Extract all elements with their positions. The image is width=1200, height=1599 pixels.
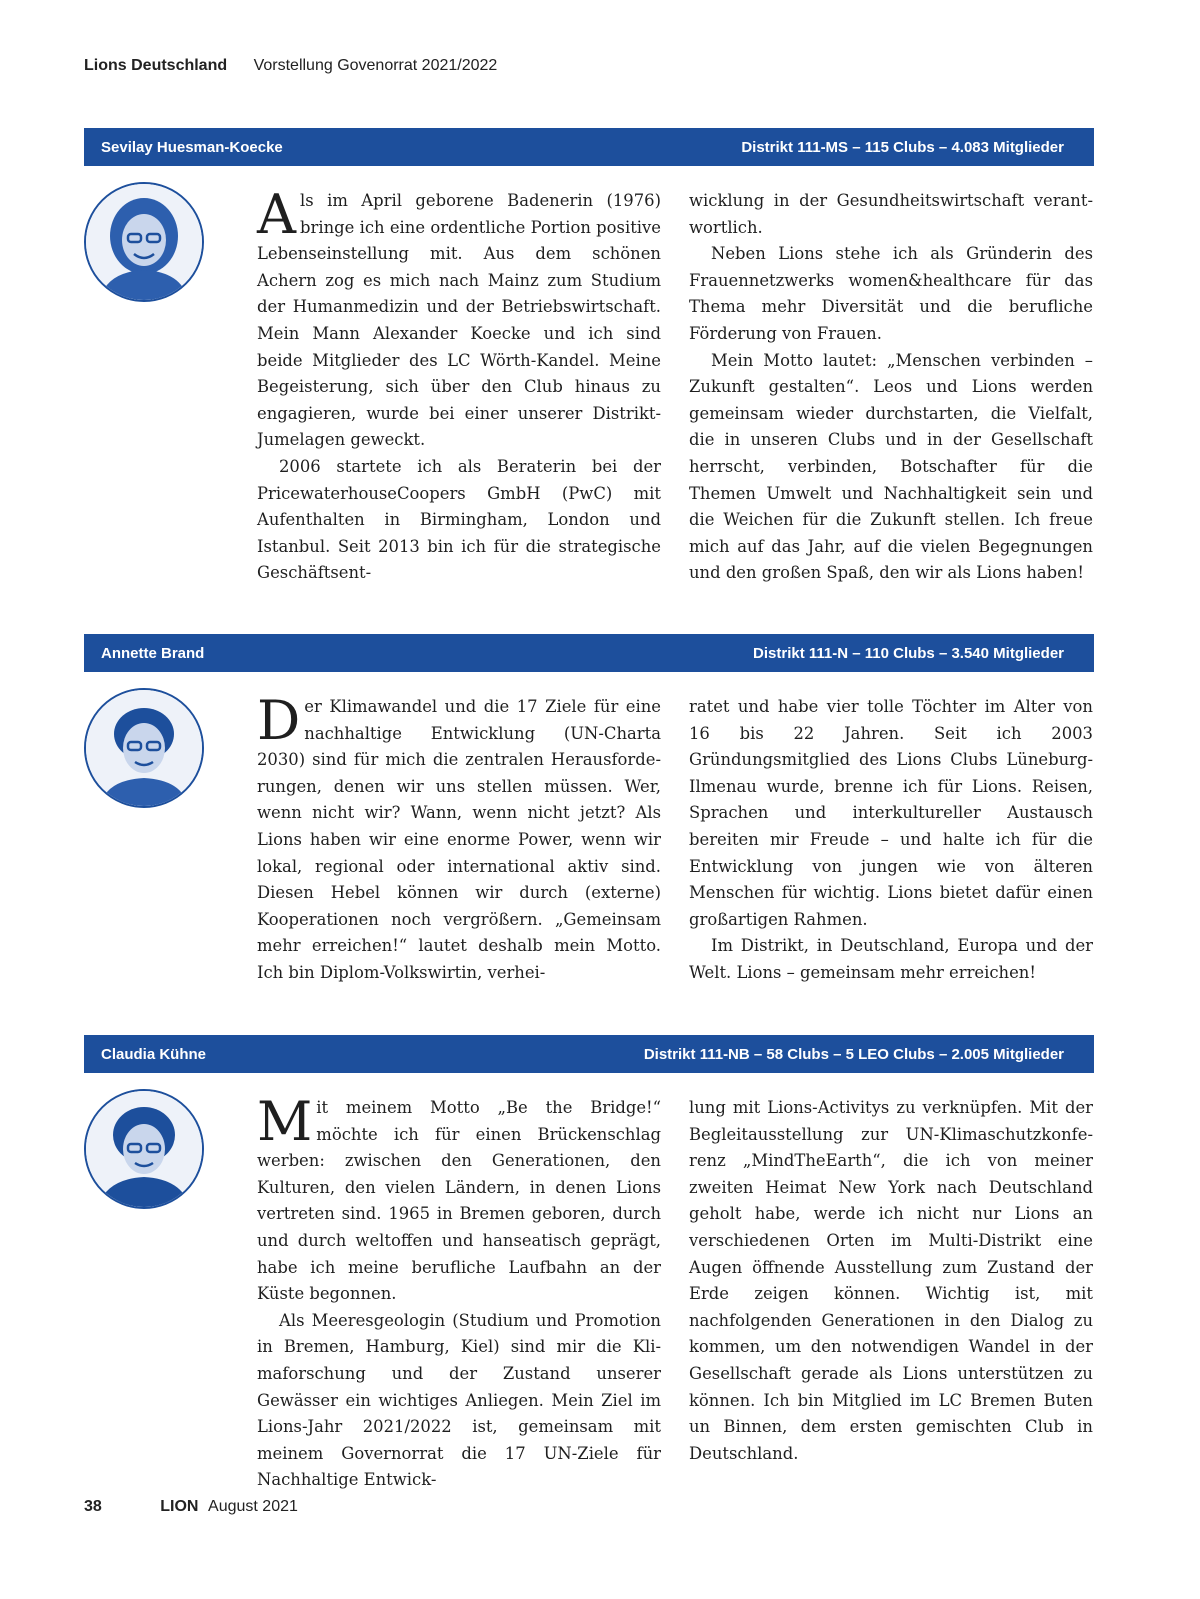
district-info: Distrikt 111-N – 110 Clubs – 3.540 Mitglieder <box>753 644 1064 662</box>
profile-name: Claudia Kühne <box>101 1045 207 1063</box>
profile-section-2 <box>84 634 1094 982</box>
profile-banner <box>84 1035 1094 1073</box>
paragraph: wicklung in der Gesundheitswirtschaft verantwortlich. <box>689 191 1093 237</box>
paragraph: Als Meeresgeologin (Studium und Promotion in Bremen, Hamburg, Kiel) sind mir die Klimaforschung und der Zustand unserer Gewässer ein wichtiges Anliegen. Mein Ziel im Lions-Jahr 2021/2022 ist, gemeinsam mit meinem Governorrat die 17 UN-Ziele für Nachhaltige Entwick- <box>257 1310 661 1490</box>
person-portrait-icon <box>86 1091 202 1207</box>
drop-cap: D <box>257 689 301 752</box>
paragraph: 2006 startete ich als Beraterin bei der PricewaterhouseCoopers GmbH (PwC) mit Aufenthalten in Birmingham, London und Istanbul. Seit 2013 bin ich für die strategische Geschäftsent- <box>257 456 661 583</box>
paragraph: ratet und habe vier tolle Töchter im Alter von 16 bis 22 Jahren. Seit ich 2003 Gründungsmitglied des Lions Clubs Lüneburg-Ilmenau wurde, brenne ich für Lions. Reisen, Sprachen und interkultureller Austausch bereiten mir Freude – und halte ich für die Entwicklung von jungen wie von älteren Menschen für wichtig. Lions bietet dafür einen großartigen Rahmen. <box>689 697 1093 929</box>
text-column-right <box>689 694 1093 987</box>
portrait-photo <box>84 688 204 808</box>
text-column-left <box>257 183 661 587</box>
paragraph: Mein Motto lautet: „Menschen verbinden – Zukunft gestalten“. Leos und Lions werden gemeinsam wieder durchstarten, die Vielfalt, die in unseren Clubs und in der Gesellschaft herrscht, verbinden, Botschafter für die Themen Umwelt und Nachhaltigkeit sein und die Weichen für die Zukunft stellen. Ich freue mich auf das Jahr, auf die vielen Begegnungen und den großen Spaß, den wir als Lions haben! <box>689 350 1093 583</box>
portrait-photo <box>84 1089 204 1209</box>
paragraph: it meinem Motto „Be the Bridge!“ möchte ich für einen Brückenschlag werben: zwischen den Generationen, den Kulturen, den vielen Ländern, in denen Lions vertreten sind. 1965 in Bremen geboren, durch und durch weltoffen und hanseatisch geprägt, habe ich meine berufliche Laufbahn an der Küste begonnen. <box>257 1098 661 1304</box>
magazine-name: LION <box>160 1498 199 1515</box>
running-head <box>84 57 497 75</box>
profile-name: Sevilay Huesman-Koecke <box>101 138 283 156</box>
person-portrait-icon <box>86 690 202 806</box>
page-footer <box>84 1498 298 1516</box>
drop-cap: M <box>257 1090 313 1153</box>
text-column-left <box>257 1090 661 1494</box>
profile-name: Annette Brand <box>101 644 205 662</box>
text-column-left <box>257 689 661 987</box>
profile-section-1 <box>84 128 1094 583</box>
paragraph: ls im April geborene Badenerin (1976) bringe ich eine ordentliche Portion positive Lebenseinstellung mit. Aus dem schönen Achern zog es mich nach Mainz zum Studium der Humanmedizin und der Betriebswirtschaft. Mein Mann Alexander Koecke und ich sind beide Mitglieder des LC Wörth-Kandel. Meine Begeisterung, sich über den Club hinaus zu engagieren, wurde bei einer unserer Distrikt-Jumelagen geweckt. <box>257 191 661 450</box>
paragraph: Im Distrikt, in Deutschland, Europa und der Welt. Lions – gemeinsam mehr erreichen! <box>689 936 1093 982</box>
text-column-right <box>689 188 1093 587</box>
issue-date: August 2021 <box>208 1498 298 1515</box>
paragraph: er Klimawandel und die 17 Ziele für eine nachhaltige Entwicklung (UN-Charta 2030) sind für mich die zentralen Herausforderungen, denen wir uns stellen müssen. Wer, wenn nicht wir? Wann, wenn nicht jetzt? Als Lions haben wir eine enorme Power, wenn wir lokal, regional oder international aktiv sind. Diesen Hebel können wir durch (externe) Kooperationen noch vergrößern. „Gemeinsam mehr erreichen!“ lautet deshalb mein Motto. Ich bin Diplom-Volkswirtin, verhei- <box>257 697 661 982</box>
publication-brand: Lions Deutschland <box>84 57 228 74</box>
portrait-photo <box>84 182 204 302</box>
section-title: Vorstellung Govenorrat 2021/2022 <box>253 57 498 74</box>
profile-banner <box>84 634 1094 672</box>
paragraph: Neben Lions stehe ich als Gründerin des Frauennetzwerks women&healthcare für das Thema mehr Diversität und die berufliche Förderung von Frauen. <box>689 244 1093 343</box>
profile-banner <box>84 128 1094 166</box>
drop-cap: A <box>257 183 296 246</box>
page-number: 38 <box>84 1498 102 1515</box>
district-info: Distrikt 111-MS – 115 Clubs – 4.083 Mitglieder <box>741 138 1064 156</box>
district-info: Distrikt 111-NB – 58 Clubs – 5 LEO Clubs – 2.005 Mitglieder <box>643 1045 1064 1063</box>
paragraph: lung mit Lions-Activitys zu verknüpfen. Mit der Begleitausstellung zur UN-Klimaschutzkonferenz „MindTheEarth“, die ich von meiner zweiten Heimat New York nach Deutschland geholt habe, werde ich nicht nur Lions an verschiedenen Orten im Multi-Distrikt eine Augen öffnende Ausstellung zum Zustand der Erde zeigen können. Wichtig ist, mit nachfolgenden Generationen in den Dialog zu kommen, um den notwendigen Wandel in der Gesellschaft gerade als Lions unterstützen zu können. Ich bin Mitglied im LC Bremen Buten un Binnen, dem ersten gemischten Club in Deutschland. <box>689 1098 1093 1463</box>
profile-section-3 <box>84 1035 1094 1490</box>
text-column-right <box>689 1095 1093 1467</box>
person-portrait-icon <box>86 184 202 300</box>
